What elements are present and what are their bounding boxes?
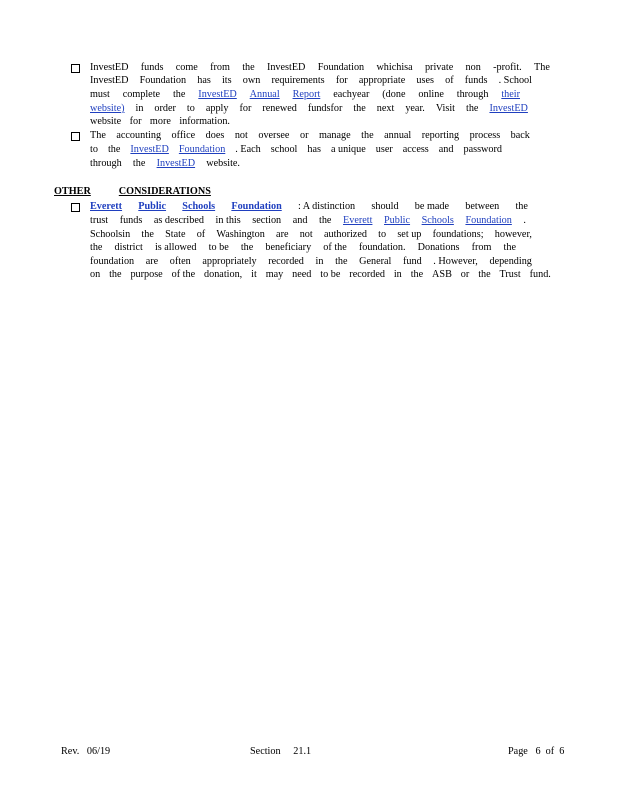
word: to be: [208, 242, 229, 253]
word: InvestED: [90, 75, 129, 86]
word: the: [109, 269, 122, 280]
word: does: [205, 130, 225, 141]
word: own: [242, 75, 261, 86]
word: however,: [494, 229, 532, 240]
word: beneficiary: [265, 242, 312, 253]
word: appropriate: [358, 75, 406, 86]
word: are: [145, 256, 159, 267]
word: Visit: [435, 103, 456, 114]
word: foundation.: [358, 242, 406, 253]
word: Schoolsin: [90, 229, 131, 240]
word: the: [242, 62, 255, 73]
everett-public-schools-foundation-link[interactable]: Public: [384, 215, 411, 226]
word: the: [319, 215, 332, 226]
word: appropriately: [202, 256, 257, 267]
text-line: [90, 103, 528, 115]
word: accounting: [116, 130, 162, 141]
word: funds: [140, 62, 164, 73]
word: year.: [405, 103, 425, 114]
word: user: [375, 144, 393, 155]
text-line: [90, 256, 532, 268]
word: to: [378, 229, 387, 240]
investED-annual-report-link[interactable]: InvestED: [198, 89, 237, 100]
word: Foundation: [139, 75, 187, 86]
word: section: [252, 215, 282, 226]
text-line: [90, 229, 532, 241]
word: . School: [498, 75, 532, 86]
word: in this: [215, 215, 241, 226]
investED-link[interactable]: InvestED: [489, 103, 528, 114]
word: authorized: [323, 229, 367, 240]
word: Trust: [499, 269, 521, 280]
word: often: [169, 256, 191, 267]
footer-section: Section 21.1: [250, 746, 312, 757]
word: manage: [318, 130, 351, 141]
everett-public-schools-foundation-link[interactable]: Schools: [421, 215, 454, 226]
word: ASB: [432, 269, 452, 280]
word: password: [463, 144, 502, 155]
word: or: [460, 269, 470, 280]
word: renewed: [262, 103, 297, 114]
word: on: [90, 269, 101, 280]
word: come: [175, 62, 198, 73]
word: in: [393, 269, 402, 280]
word: recorded: [349, 269, 385, 280]
word: website: [90, 116, 122, 127]
word: The: [90, 130, 106, 141]
word: are: [276, 229, 289, 240]
word: website.: [206, 158, 240, 169]
word: is allowed: [154, 242, 197, 253]
word: school: [270, 144, 298, 155]
word: and: [438, 144, 454, 155]
footer-page-number: Page 6 of 6: [508, 746, 565, 757]
text-line: [90, 242, 516, 254]
everett-public-schools-foundation-link[interactable]: Schools: [182, 201, 216, 212]
heading-word: OTHER: [54, 186, 91, 197]
word: to be: [320, 269, 341, 280]
word: information.: [179, 116, 230, 127]
investED-foundation-link[interactable]: InvestED: [130, 144, 169, 155]
word: must: [90, 89, 110, 100]
word: process: [469, 130, 501, 141]
word: through: [90, 158, 122, 169]
word: the: [107, 144, 121, 155]
word: requirements: [271, 75, 325, 86]
word: has: [197, 75, 211, 86]
word: The: [534, 62, 550, 73]
word: InvestED: [90, 62, 129, 73]
word: be made: [414, 201, 450, 212]
word: uses: [416, 75, 434, 86]
text-line: [90, 158, 240, 170]
word: depending: [489, 256, 532, 267]
word: online: [418, 89, 444, 100]
word: reporting: [421, 130, 460, 141]
word: the: [172, 89, 186, 100]
word: the: [353, 103, 366, 114]
word: office: [171, 130, 196, 141]
word: fundsfor: [307, 103, 343, 114]
word: donation,: [204, 269, 243, 280]
word: Washington: [216, 229, 265, 240]
word: more: [149, 116, 171, 127]
word: or: [299, 130, 309, 141]
word: annual: [384, 130, 412, 141]
word: the: [335, 256, 348, 267]
word: foundation: [90, 256, 135, 267]
text-line: [90, 144, 502, 156]
text-line: [90, 130, 530, 142]
word: the: [466, 103, 479, 114]
word: in: [315, 256, 324, 267]
text-line: [90, 215, 526, 227]
word: for: [129, 116, 142, 127]
word: complete: [122, 89, 161, 100]
word: may: [265, 269, 284, 280]
word: InvestED: [266, 62, 306, 73]
investED-annual-report-link[interactable]: Report: [292, 89, 321, 100]
word: . Each: [235, 144, 261, 155]
word: in: [135, 103, 144, 114]
text-line: [90, 201, 528, 213]
word: the: [132, 158, 146, 169]
section-heading-other-considerations: [54, 186, 224, 197]
word: need: [292, 269, 312, 280]
word: through: [456, 89, 489, 100]
word: recorded: [268, 256, 304, 267]
word: set up: [397, 229, 422, 240]
word: of: [196, 229, 206, 240]
word: from: [471, 242, 492, 253]
word: funds: [464, 75, 488, 86]
word: oversee: [258, 130, 290, 141]
word: of: [445, 75, 454, 86]
word: next: [376, 103, 395, 114]
word: (done: [382, 89, 406, 100]
word: its: [221, 75, 232, 86]
everett-public-schools-foundation-link[interactable]: Foundation: [465, 215, 512, 226]
word: purpose: [130, 269, 163, 280]
heading-word: CONSIDERATIONS: [118, 186, 211, 197]
word: not: [234, 130, 248, 141]
word: the: [141, 229, 154, 240]
text-line: [90, 116, 230, 128]
word: fund.: [529, 269, 551, 280]
everett-public-schools-foundation-link[interactable]: Public: [138, 201, 167, 212]
investED-annual-report-link[interactable]: Annual: [249, 89, 280, 100]
text-line: [90, 89, 520, 101]
word: not: [299, 229, 313, 240]
word: order: [154, 103, 176, 114]
text-line: [90, 269, 551, 281]
bullet-marker: [71, 203, 80, 212]
everett-public-schools-foundation-link[interactable]: Foundation: [231, 201, 282, 212]
word: Foundation: [317, 62, 365, 73]
word: . However,: [433, 256, 478, 267]
word: whichisa: [376, 62, 413, 73]
word: eachyear: [333, 89, 370, 100]
text-line: [90, 62, 550, 74]
word: for: [335, 75, 348, 86]
word: the: [90, 242, 103, 253]
word: trust: [90, 215, 109, 226]
word: the: [410, 269, 424, 280]
word: private: [424, 62, 454, 73]
word: : A distinction: [297, 201, 356, 212]
word: should: [371, 201, 399, 212]
word: non: [465, 62, 481, 73]
investED-link[interactable]: InvestED: [156, 158, 196, 169]
everett-public-schools-foundation-link[interactable]: Everett: [90, 201, 123, 212]
their-website-link[interactable]: website): [90, 103, 125, 114]
word: of the: [323, 242, 347, 253]
bullet-marker: [71, 132, 80, 141]
word: funds: [119, 215, 143, 226]
word: fund: [402, 256, 422, 267]
footer-revision: Rev. 06/19: [61, 746, 111, 757]
word: to: [90, 144, 98, 155]
word: Donations: [417, 242, 460, 253]
word: back: [510, 130, 530, 141]
word: the: [503, 242, 516, 253]
word: as described: [153, 215, 204, 226]
word: the: [515, 201, 528, 212]
word: .: [523, 215, 526, 226]
investED-foundation-link[interactable]: Foundation: [178, 144, 226, 155]
word: from: [210, 62, 230, 73]
text-line: [90, 75, 532, 87]
word: of the: [171, 269, 196, 280]
everett-public-schools-foundation-link[interactable]: Everett: [343, 215, 373, 226]
word: district: [114, 242, 143, 253]
word: General: [359, 256, 392, 267]
word: it: [251, 269, 257, 280]
their-website-link[interactable]: their: [501, 89, 520, 100]
word: and: [292, 215, 308, 226]
word: to: [186, 103, 195, 114]
word: for: [239, 103, 252, 114]
word: between: [465, 201, 500, 212]
bullet-marker: [71, 64, 80, 73]
word: access: [402, 144, 429, 155]
word: has: [307, 144, 321, 155]
word: -profit.: [493, 62, 522, 73]
word: the: [361, 130, 374, 141]
word: apply: [205, 103, 229, 114]
word: the: [478, 269, 491, 280]
word: State: [165, 229, 186, 240]
word: the: [240, 242, 254, 253]
word: foundations;: [432, 229, 484, 240]
word: a unique: [330, 144, 366, 155]
